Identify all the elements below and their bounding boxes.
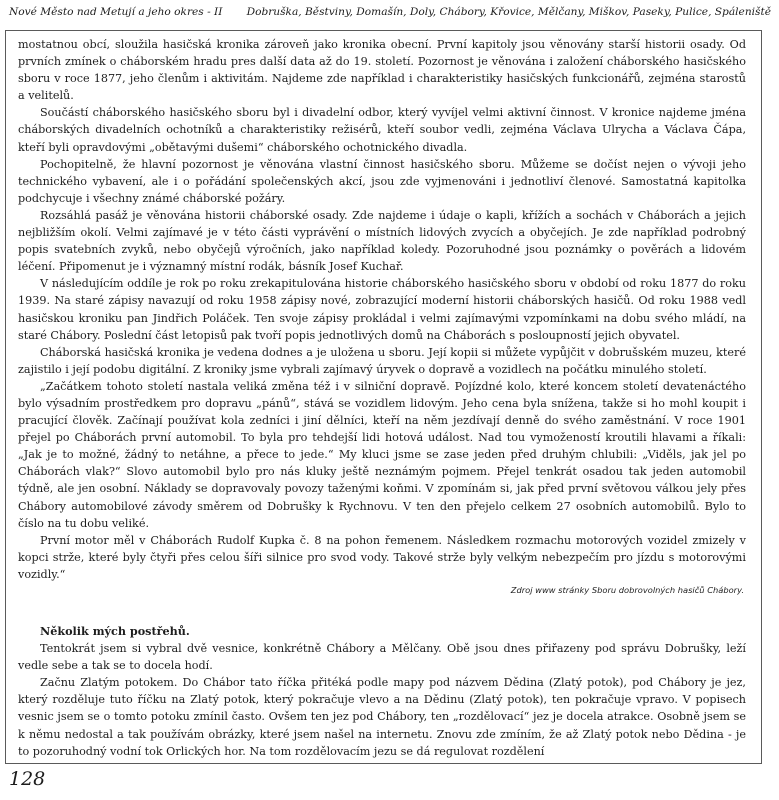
page-number: 128 (9, 768, 46, 790)
source-note: Zdroj www stránky Sboru dobrovolných hasičů Chábory. (510, 585, 744, 595)
paragraph-6: Cháborská hasičská kronika je vedena dodnes a je uložena u sboru. Její kopii si můžete vypůjčit v dobrušském muzeu, které zajistilo i její podobu digitální. Z kroniky jsme vybrali zajímavý úryvek o dopravě a vozidlech na počátku minulého století. (18, 345, 746, 376)
paragraph-4: Rozsáhlá pasáž je věnována historii cháborské osady. Zde najdeme i údaje o kapli, křížích a sochách v Cháborách a jejich nejbližším okolí. Velmi zajímavé je v této části vyprávění o místních lidových zvycích a obyčejích. Je zde například podrobný popis svatebních zvyků, nebo obyčejů výročních, jako například koledy. Pozoruhodné jsou poznámky o pověrách a lidovém léčení. Připomenut je i významný místní rodák, básník Josef Kuchař. (18, 208, 746, 274)
paragraph-2: Součástí cháborského hasičského sboru byl i divadelní odbor, který vyvíjel velmi aktivní činnost. V kronice najdeme jména cháborských divadelních ochotníků a charakteristiky režisérů, kteří soubor vedli, zejména Václava Ulrycha a Václava Čápa, kteří byli opravdovými „obětavými dušemi“ cháborského ochotnického divadla. (18, 106, 746, 154)
paragraph-5: V následujícím oddíle je rok po roku zrekapitulována historie cháborského hasičského sboru v období od roku 1877 do roku 1939. Na staré zápisy navazují od roku 1958 zápisy nové, zobrazující moderní historii cháborských hasičů. Od roku 1988 vedl hasičskou kroniku pan Jindřich Poláček. Ten svoje zápisy prokládal i velmi zajímavými vzpomínkami na dobu svého mládí, na staré Chábory. Poslední část letopisů pak tvoří popis jednotlivých domů na Cháborách s posloupností jejich obyvatel. (18, 277, 746, 342)
quote-paragraph-2: První motor měl v Cháborách Rudolf Kupka č. 8 na pohon řemenem. Následkem rozmachu motorových vozidel zmizely v kopci strže, které byly čtyři přes celou šíři silnice pro svod vody. Takové strže byly velkým nebezpečím pro jízdu s motorovými vozidly.“ (18, 533, 746, 581)
header-book-title: Nové Město nad Metují a jeho okres - II (9, 6, 223, 18)
paragraph-3: Pochopitelně, že hlavní pozornost je věnována vlastní činnost hasičského sboru. Můžeme se dočíst nejen o vývoji jeho technického vybavení, ale i o pořádání společenských akcí, jsou zde vyjmenováni i jednotliví členové. Samostatná kapitolka podchycuje i všechny známé cháborské požáry. (18, 157, 746, 205)
section-paragraph-1: Tentokrát jsem si vybral dvě vesnice, konkrétně Chábory a Mělčany. Obě jsou dnes přiřazeny pod správu Dobrušky, leží vedle sebe a tak se to docela hodí. (18, 642, 746, 673)
paragraph-1: mostatnou obcí, sloužila hasičská kronika zároveň jako kronika obecní. První kapitoly jsou věnovány starší historii osady. Od prvních zmínek o cháborském hradu pres další data až do 19. století. Pozornost je věnována i založení cháborského hasičského sboru v roce 1877, jeho členům i aktivitám. Najdeme zde například i charakteristiky hasičských funkcionářů, zejména starostů a velitelů. (18, 38, 746, 103)
quote-paragraph-1: „Začátkem tohoto století nastala veliká změna též i v silniční dopravě. Pojízdné kolo, které koncem století devatenáctého bylo výsadním prostředkem pro dopravu „pánů“, stává se vozidlem lidovým. Jeho cena byla snížena, takže si ho mohl koupit i pracující člověk. Začínají používat kola zedníci i jiní dělníci, kteří na něm jezdívají denně do svého zaměstnání. V roce 1901 přejel po Cháborách první automobil. To byla pro tehdejší lidi hotová událost. Nad tou vymožeností kroutili hlavami a říkali: „Jak je to možné, žádný to netáhne, a přece to jede.“ My kluci jsme se zase jeden před druhým chlubili: „Viděls, jak jel po Cháborách vlak?“ Slovo automobil bylo pro nás kluky ještě neznámým pojmem. Přejel tenkrát osadou tak jeden automobil týdně, ale jen osobní. Náklady se dopravovaly povozy taženými koňmi. V zpomínám si, jak před první světovou válkou jely přes Chábory automobilové závody směrem od Dobrušky k Rychnovu. V ten den přejelo celkem 27 osobních automobilů. Bylo to číslo na tu dobu veliké. (18, 379, 746, 530)
section-paragraph-2: Začnu Zlatým potokem. Do Chábor tato říčka přitéká podle mapy pod názvem Dědina (Zlatý potok), pod Chábory je jez, který rozděluje tuto říčku na Zlatý potok, který pokračuje vlevo a na Dědinu (Zlatý potok), ten pokračuje vpravo. V popisech vesnic jsem se o tomto potoku zmínil často. Ovšem ten jez pod Chábory, ten „rozdělovací“ jez je docela atrakce. Osobně jsem se k němu nedostal a tak používám obrázky, které jsem našel na internetu. Znovu zde zmíním, že až Zlatý potok nebo Dědina - je to pozoruhodný vodní tok Orlických hor. Na tom rozdělovacím jezu se dá regulovat rozdělení (18, 676, 746, 758)
section-spacer (18, 597, 746, 623)
body-text (18, 36, 746, 760)
running-header (0, 6, 779, 28)
section-title: Několik mých postřehů. (40, 624, 190, 638)
header-village-list: Dobruška, Běstviny, Domašín, Doly, Chábory, Křovice, Mělčany, Miškov, Paseky, Pulice, Spáleniště (246, 6, 771, 18)
